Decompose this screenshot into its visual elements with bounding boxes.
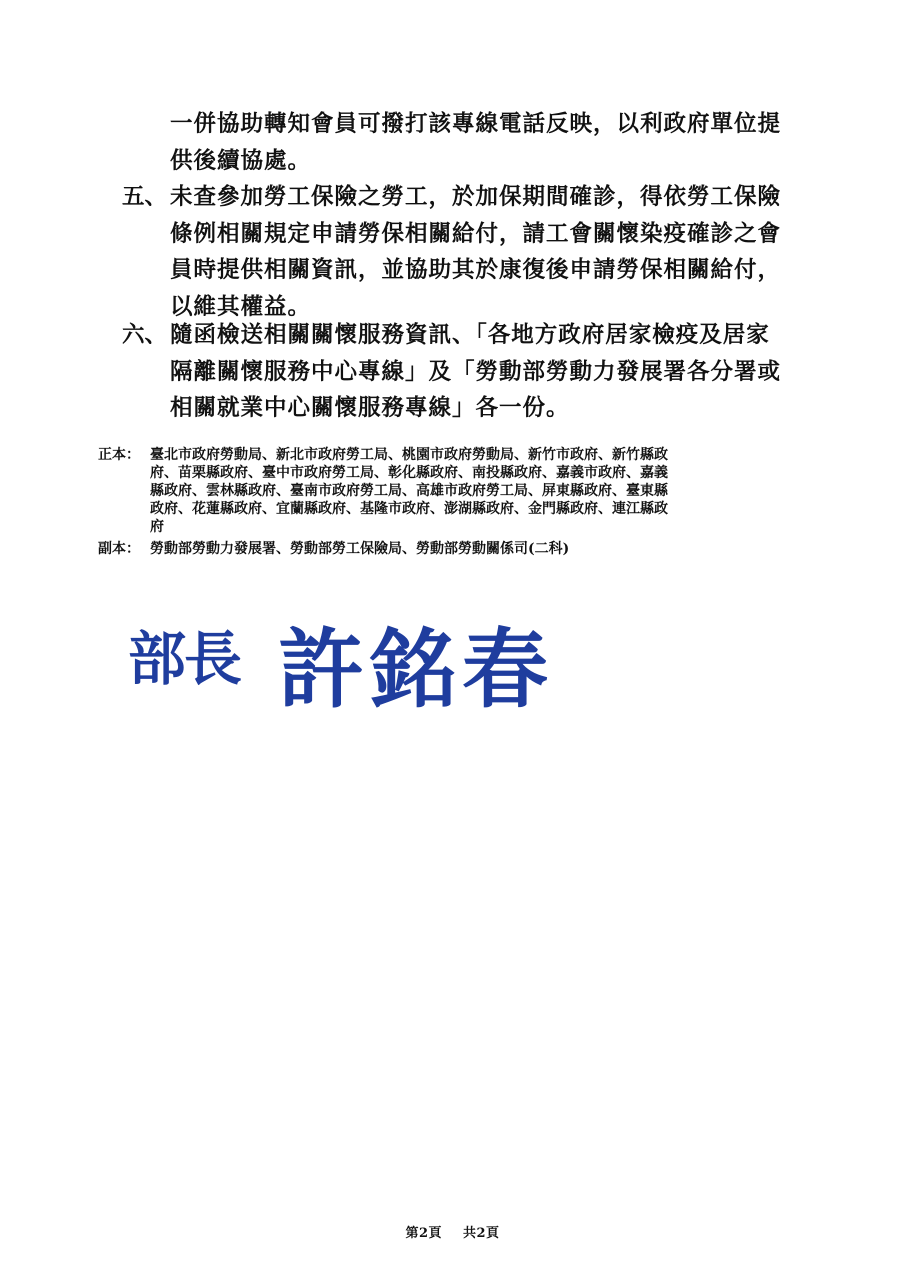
- original-recipient-lines: [150, 446, 828, 536]
- copy-recipient-lines: [150, 540, 828, 558]
- paragraph-line: 相關就業中心關懷服務專線」各一份。: [170, 395, 570, 421]
- recipient-line: 縣政府、雲林縣政府、臺南市政府勞工局、高雄市政府勞工局、屏東縣政府、臺東縣: [150, 483, 668, 499]
- minister-signature: [128, 600, 568, 730]
- signature-title: 部長: [128, 625, 241, 693]
- paragraph-line: 未查參加勞工保險之勞工，於加保期間確診，得依勞工保險: [170, 184, 782, 210]
- paragraph-line: 員時提供相關資訊，並協助其於康復後申請勞保相關給付，: [170, 257, 782, 283]
- original-recipients: [98, 446, 828, 536]
- continuation-paragraph: [122, 106, 822, 179]
- recipient-line: 政府、花蓮縣政府、宜蘭縣政府、基隆市政府、澎湖縣政府、金門縣政府、連江縣政: [150, 501, 668, 517]
- copy-recipients: [98, 540, 828, 558]
- item-number: 五、: [122, 184, 168, 210]
- recipient-line: 臺北市政府勞動局、新北市政府勞工局、桃園市政府勞動局、新竹市政府、新竹縣政: [150, 447, 668, 463]
- list-item-6: [122, 317, 822, 427]
- recipient-line: 勞動部勞動力發展署、勞動部勞工保險局、勞動部勞動關係司(二科): [150, 541, 570, 557]
- recipient-line: 府、苗栗縣政府、臺中市政府勞工局、彰化縣政府、南投縣政府、嘉義市政府、嘉義: [150, 465, 668, 481]
- paragraph-line: 供後續協處。: [170, 147, 312, 174]
- item-number: 六、: [122, 322, 168, 348]
- signature-name: 許銘春: [278, 620, 554, 720]
- paragraph-line: 隨函檢送相關關懷服務資訊、「各地方政府居家檢疫及居家: [170, 322, 770, 348]
- paragraph-line: 隔離關懷服務中心專線」及「勞動部勞動力發展署各分署或: [170, 358, 782, 385]
- page-number: 第2頁: [405, 1226, 442, 1241]
- original-label: 正本：: [98, 447, 140, 463]
- page-footer: [0, 1222, 905, 1241]
- recipient-line: 府: [150, 519, 164, 535]
- paragraph-line: 以維其權益。: [170, 293, 312, 320]
- list-item-5: [122, 179, 822, 325]
- page-total: 共2頁: [463, 1226, 500, 1241]
- paragraph-line: 一併協助轉知會員可撥打該專線電話反映，以利政府單位提: [170, 111, 782, 137]
- distribution-list: [98, 446, 828, 558]
- copy-label: 副本：: [98, 541, 140, 557]
- paragraph-line: 條例相關規定申請勞保相關給付，請工會關懷染疫確診之會: [170, 220, 782, 247]
